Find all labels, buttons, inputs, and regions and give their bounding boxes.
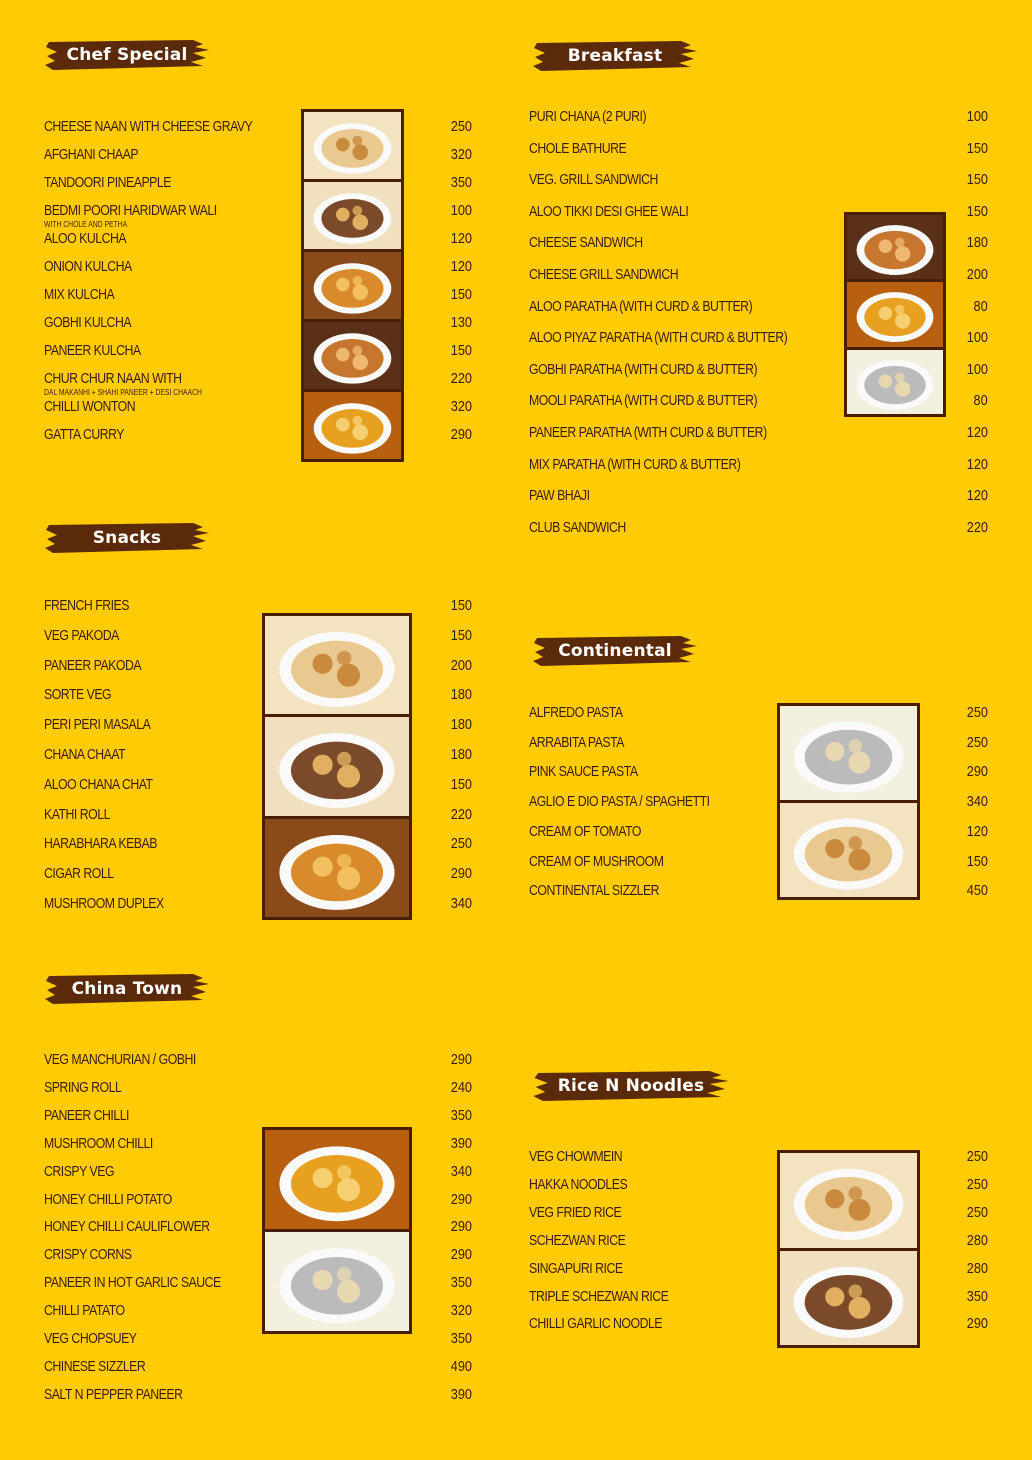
chole-bhature-photo [847, 215, 943, 279]
menu-item-name: VEG CHOWMEIN [529, 1148, 623, 1165]
menu-item [529, 424, 988, 444]
menu-item-price: 350 [450, 174, 472, 191]
menu-item-name: SCHEZWAN RICE [529, 1231, 626, 1249]
menu-item-name: CREAM OF MUSHROOM [529, 852, 664, 870]
menu-item-name: CHUR CHUR NAAN WITH [44, 370, 182, 387]
menu-item-price: 290 [450, 1190, 472, 1208]
menu-item [44, 258, 472, 278]
menu-item-price: 100 [966, 329, 988, 347]
menu-item-price: 280 [966, 1231, 988, 1249]
menu-item-name: SPRING ROLL [44, 1078, 122, 1096]
menu-item-price: 180 [450, 686, 472, 704]
menu-item-price: 180 [450, 746, 472, 763]
menu-item-name: MIX PARATHA (WITH CURD & BUTTER) [529, 455, 741, 473]
breakfast-banner [531, 39, 699, 73]
snacks-photos [262, 613, 412, 920]
menu-item-price: 100 [966, 360, 988, 378]
china-town-banner [43, 972, 211, 1006]
menu-item-price: 290 [450, 1218, 472, 1236]
menu-item-name: MOOLI PARATHA (WITH CURD & BUTTER) [529, 392, 758, 410]
menu-item [44, 398, 472, 418]
menu-item-name: CHEESE GRILL SANDWICH [529, 266, 679, 283]
menu-item-price: 320 [450, 146, 472, 163]
menu-item-price: 280 [966, 1259, 988, 1277]
menu-item-name: VEG. GRILL SANDWICH [529, 171, 658, 189]
menu-item-price: 450 [966, 882, 988, 900]
menu-item-name: PURI CHANA (2 PURI) [529, 108, 647, 125]
menu-item-price: 350 [450, 1106, 472, 1124]
menu-item-price: 340 [450, 1162, 472, 1180]
menu-item-name: HONEY CHILLI CAULIFLOWER [44, 1218, 210, 1236]
naan-photo [304, 112, 401, 179]
breakfast-title: Breakfast [567, 46, 663, 66]
menu-item-name: SINGAPURI RICE [529, 1259, 623, 1277]
kulcha-photo [304, 252, 401, 319]
menu-item-name: GOBHI PARATHA (WITH CURD & BUTTER) [529, 360, 758, 378]
menu-item-name: TRIPLE SCHEZWAN RICE [529, 1287, 669, 1305]
menu-item-note: WITH CHOLE AND PETHA [44, 220, 128, 229]
menu-item-name: FRENCH FRIES [44, 597, 129, 614]
china-town-photos [262, 1127, 412, 1334]
menu-item-name: CHILLI WONTON [44, 398, 136, 415]
menu-item [44, 1107, 472, 1127]
menu-item-name: MUSHROOM CHILLI [44, 1134, 153, 1152]
noodles-photo [780, 1251, 917, 1346]
menu-item-name: MUSHROOM DUPLEX [44, 895, 164, 912]
menu-item-price: 350 [966, 1287, 988, 1305]
menu-item-price: 120 [966, 822, 988, 840]
menu-item-price: 290 [450, 426, 472, 443]
menu-item-name: CHOLE BATHURE [529, 139, 627, 157]
kathi-roll-photo [265, 717, 409, 815]
menu-item-name: CONTINENTAL SIZZLER [529, 882, 660, 900]
paratha-photo [847, 350, 943, 414]
menu-item-price: 80 [973, 297, 988, 315]
menu-item-price: 150 [966, 171, 988, 189]
menu-item-name: BEDMI POORI HARIDWAR WALI [44, 202, 217, 219]
menu-item-name: ALOO KULCHA [44, 230, 127, 247]
menu-item [44, 230, 472, 250]
menu-item-price: 250 [450, 118, 472, 135]
menu-item [529, 456, 988, 476]
menu-item-price: 130 [450, 314, 472, 331]
chaap-photo [304, 322, 401, 389]
menu-item-name: TANDOORI PINEAPPLE [44, 174, 171, 191]
menu-item-name: PANEER PARATHA (WITH CURD & BUTTER) [529, 424, 767, 441]
menu-item-name: PANEER PAKODA [44, 656, 142, 674]
menu-item [44, 426, 472, 446]
menu-item-price: 80 [973, 392, 988, 410]
menu-item-name: ARRABITA PASTA [529, 733, 624, 751]
menu-item-name: AFGHANI CHAAP [44, 146, 139, 163]
alfredo-photo [780, 803, 917, 897]
chef-special-title: Chef Special [66, 45, 188, 65]
menu-item-price: 180 [966, 234, 988, 252]
menu-item [44, 1386, 472, 1406]
menu-item [44, 342, 472, 362]
menu-item-price: 120 [966, 424, 988, 441]
menu-item-name: PANEER IN HOT GARLIC SAUCE [44, 1274, 221, 1292]
menu-item-price: 490 [450, 1357, 472, 1375]
continental-photos [777, 703, 920, 900]
menu-item-note: DAL MAKANHI + SHAHI PANEER + DESI CHAACH [44, 388, 202, 397]
menu-item-price: 100 [966, 108, 988, 125]
menu-item-name: SORTE VEG [44, 686, 112, 704]
menu-item-price: 100 [450, 202, 472, 219]
chef-special-banner [43, 38, 211, 72]
snacks-title: Snacks [92, 528, 162, 548]
menu-item-name: CHILLI GARLIC NOODLE [529, 1315, 663, 1333]
menu-item-name: CRISPY VEG [44, 1162, 115, 1180]
menu-item-price: 250 [966, 1175, 988, 1193]
menu-item [44, 146, 472, 166]
menu-item-price: 250 [966, 1148, 988, 1165]
menu-item-price: 120 [450, 258, 472, 275]
menu-item-price: 320 [450, 398, 472, 415]
menu-item-price: 290 [450, 1051, 472, 1068]
menu-item-price: 250 [966, 704, 988, 721]
grill-sandwich-photo [847, 282, 943, 346]
menu-item-name: GOBHI KULCHA [44, 314, 132, 331]
menu-item [529, 108, 988, 128]
chef-special-photos [301, 109, 404, 462]
menu-item-price: 240 [450, 1078, 472, 1096]
menu-item [44, 174, 472, 194]
menu-item-price: 120 [966, 455, 988, 473]
menu-item-name: PANEER CHILLI [44, 1106, 129, 1124]
menu-item-price: 150 [450, 286, 472, 303]
gatta-curry-photo [304, 392, 401, 459]
menu-item-name: ALOO PARATHA (WITH CURD & BUTTER) [529, 297, 753, 315]
menu-item-price: 150 [450, 775, 472, 793]
menu-item-price: 200 [450, 656, 472, 674]
menu-item-name: PINK SAUCE PASTA [529, 763, 638, 781]
menu-item-price: 150 [450, 342, 472, 359]
menu-item-price: 220 [966, 518, 988, 536]
menu-item [44, 314, 472, 334]
menu-item-price: 290 [966, 1315, 988, 1333]
menu-item-name: CREAM OF TOMATO [529, 822, 641, 840]
snacks-banner [43, 521, 211, 555]
menu-item-name: CRISPY CORNS [44, 1246, 132, 1264]
menu-item-name: KATHI ROLL [44, 805, 110, 823]
menu-item-name: HONEY CHILLI POTATO [44, 1190, 172, 1208]
menu-item-price: 390 [450, 1385, 472, 1403]
menu-item-name: PAW BHAJI [529, 487, 590, 505]
menu-item-price: 150 [966, 202, 988, 220]
manchurian-photo [265, 1130, 409, 1229]
menu-item-name: ALFREDO PASTA [529, 704, 623, 721]
rice-noodles-photos [777, 1150, 920, 1348]
fried-mushroom-photo [265, 819, 409, 917]
pav-bhaji-photo [265, 616, 409, 714]
menu-item-name: CHEESE SANDWICH [529, 234, 643, 252]
menu-item-name: AGLIO E DIO PASTA / SPAGHETTI [529, 793, 710, 811]
menu-item-price: 390 [450, 1134, 472, 1152]
menu-item-price: 320 [450, 1302, 472, 1320]
menu-item-price: 350 [450, 1330, 472, 1347]
menu-item-name: GATTA CURRY [44, 426, 125, 443]
menu-item-name: VEG CHOPSUEY [44, 1330, 137, 1347]
poori-chole-photo [304, 182, 401, 249]
menu-item-name: SALT N PEPPER PANEER [44, 1385, 183, 1403]
rice-noodles-banner [531, 1069, 731, 1103]
menu-item [44, 1358, 472, 1378]
pasta-photo [780, 706, 917, 800]
china-town-title: China Town [71, 979, 183, 999]
menu-item-name: CHINESE SIZZLER [44, 1357, 146, 1375]
menu-item-price: 350 [450, 1274, 472, 1292]
menu-item [529, 519, 988, 539]
breakfast-photos [844, 212, 946, 417]
menu-item-price: 340 [966, 793, 988, 811]
menu-item [44, 370, 472, 397]
menu-item-price: 220 [450, 805, 472, 823]
menu-item-price: 290 [966, 763, 988, 781]
menu-item-price: 340 [450, 895, 472, 912]
menu-item-price: 150 [450, 597, 472, 614]
menu-item-price: 150 [966, 852, 988, 870]
menu-item-price: 290 [450, 1246, 472, 1264]
menu-item [529, 140, 988, 160]
menu-item-price: 290 [450, 865, 472, 883]
menu-item-price: 120 [966, 487, 988, 505]
menu-item-price: 200 [966, 266, 988, 283]
menu-item-price: 180 [450, 716, 472, 734]
menu-item-price: 250 [966, 733, 988, 751]
menu-item [44, 118, 472, 138]
continental-banner [531, 634, 699, 668]
menu-item-price: 120 [450, 230, 472, 247]
menu-item-name: CHANA CHAAT [44, 746, 126, 763]
menu-item-name: PERI PERI MASALA [44, 716, 151, 734]
menu-item-name: ONION KULCHA [44, 258, 132, 275]
menu-item [44, 202, 472, 229]
rice-noodles-title: Rice N Noodles [557, 1076, 705, 1096]
menu-item-name: PANEER KULCHA [44, 342, 141, 359]
menu-item-name: VEG PAKODA [44, 626, 119, 644]
chopsuey-photo [265, 1232, 409, 1331]
menu-item [44, 1051, 472, 1071]
menu-item-name: MIX KULCHA [44, 286, 115, 303]
menu-item [44, 1079, 472, 1099]
menu-item [44, 286, 472, 306]
menu-item-name: HAKKA NOODLES [529, 1175, 628, 1193]
menu-item-price: 150 [966, 139, 988, 157]
menu-item-name: HARABHARA KEBAB [44, 835, 157, 853]
menu-item-price: 250 [450, 835, 472, 853]
menu-item-name: ALOO CHANA CHAT [44, 775, 153, 793]
menu-item [529, 171, 988, 191]
menu-item-name: CLUB SANDWICH [529, 518, 626, 536]
menu-item-price: 220 [450, 370, 472, 387]
menu-item-price: 250 [966, 1203, 988, 1221]
menu-item-name: CHEESE NAAN WITH CHEESE GRAVY [44, 118, 253, 135]
menu-item-name: CIGAR ROLL [44, 865, 114, 883]
menu-item-name: VEG FRIED RICE [529, 1203, 622, 1221]
menu-item [529, 487, 988, 507]
continental-title: Continental [558, 641, 672, 661]
menu-item-name: ALOO PIYAZ PARATHA (WITH CURD & BUTTER) [529, 329, 788, 347]
fried-rice-photo [780, 1153, 917, 1248]
menu-item-name: ALOO TIKKI DESI GHEE WALI [529, 202, 689, 220]
menu-item-name: VEG MANCHURIAN / GOBHI [44, 1051, 196, 1068]
menu-item-name: CHILLI PATATO [44, 1302, 125, 1320]
menu-item-price: 150 [450, 626, 472, 644]
